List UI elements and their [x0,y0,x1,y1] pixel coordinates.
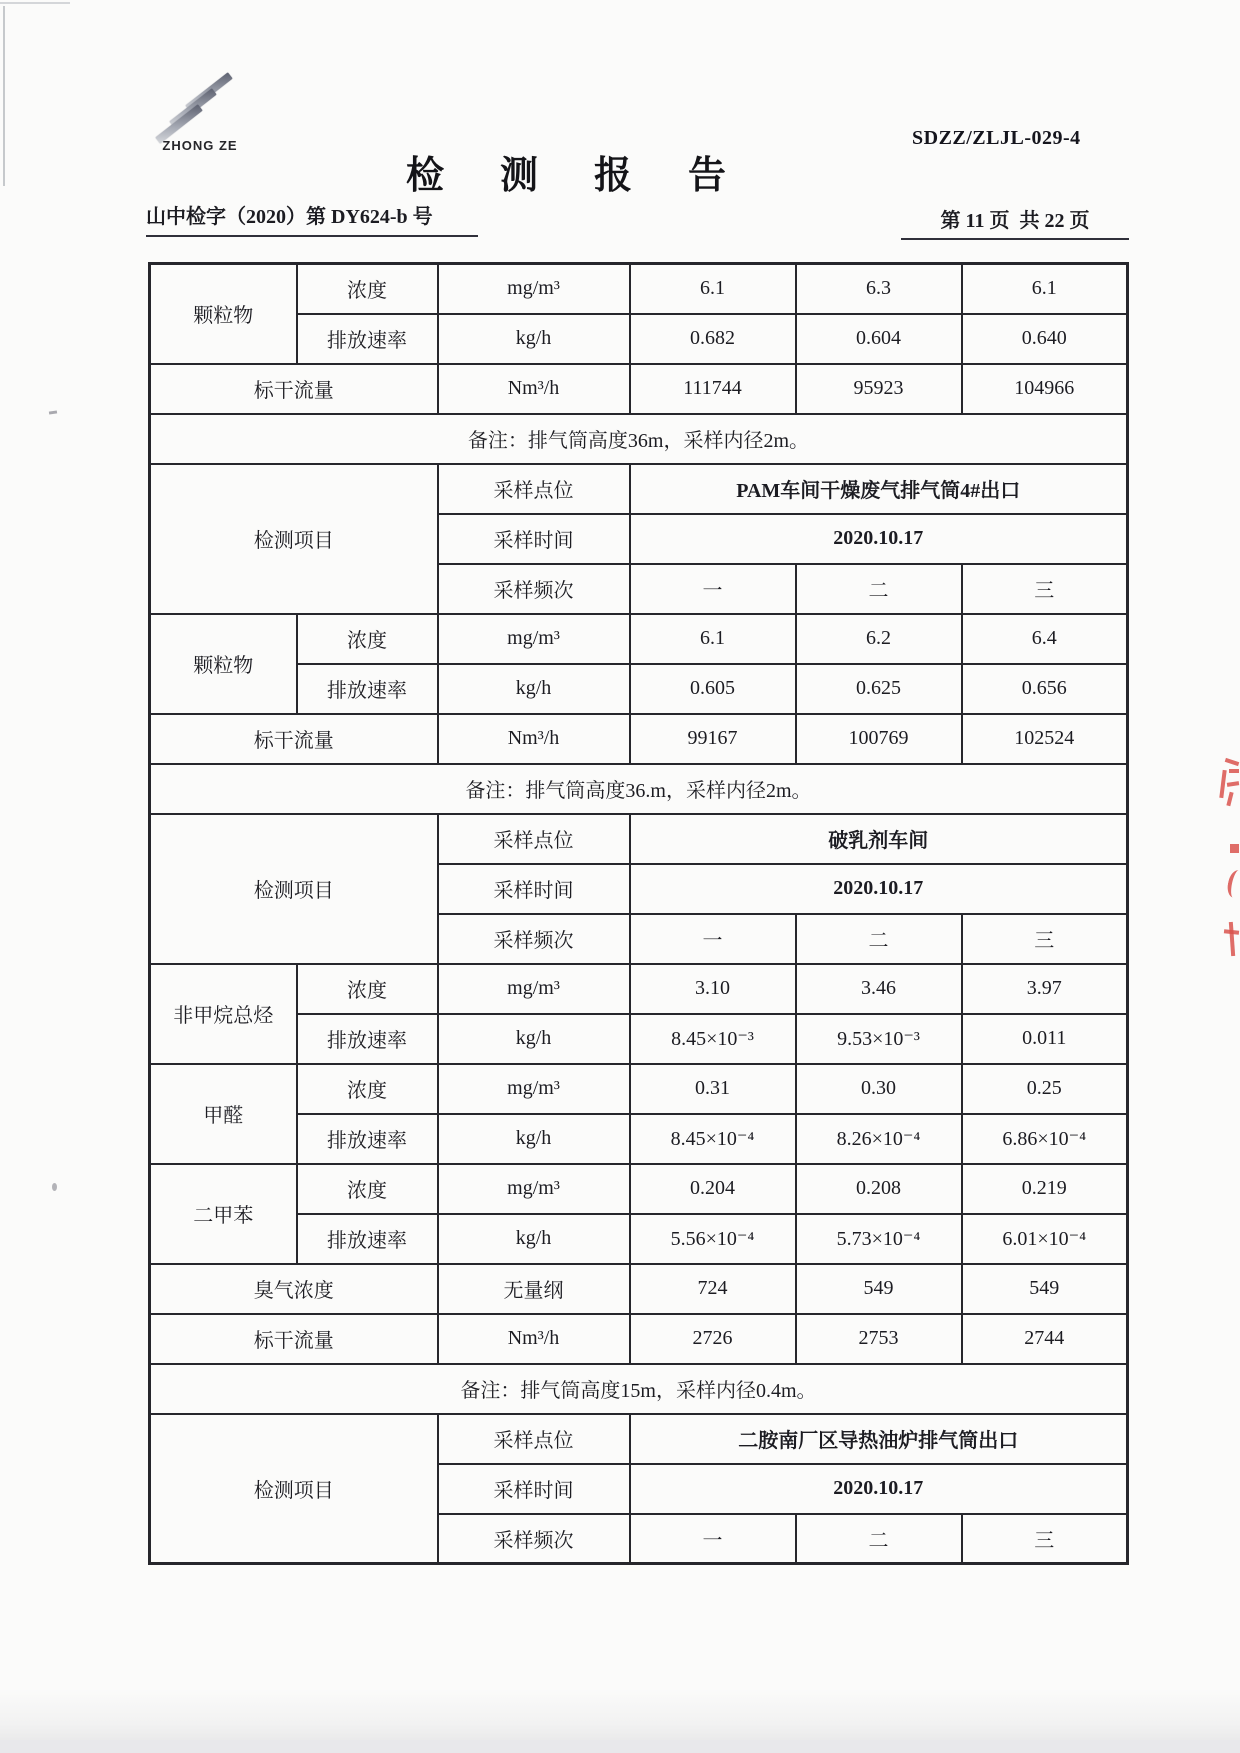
scan-edge-artifact [0,2,70,4]
unit-cell: 无量纲 [438,1264,630,1314]
sampling-point-value-cell: 二胺南厂区导热油炉排气筒出口 [630,1414,1128,1464]
flow-label-cell: 标干流量 [150,1314,438,1364]
sampling-freq-label-cell: 采样频次 [438,564,630,614]
value-cell: 6.1 [962,264,1128,314]
unit-cell: kg/h [438,314,630,364]
value-cell: 0.605 [630,664,796,714]
document-code: SDZZ/ZLJL-029-4 [912,127,1081,149]
freq-value-cell: 一 [630,564,796,614]
logo-text: ZHONG ZE [162,138,238,153]
table-row [150,414,1128,464]
param-label-cell: 排放速率 [297,1214,438,1264]
value-cell: 3.10 [630,964,796,1014]
table-row [150,1314,1128,1364]
table-row [150,1114,1128,1164]
value-cell: 100769 [796,714,962,764]
flow-label-cell: 标干流量 [150,714,438,764]
param-label-cell: 排放速率 [297,664,438,714]
freq-value-cell: 一 [630,914,796,964]
value-cell: 5.56×10⁻⁴ [630,1214,796,1264]
report-table [148,262,1129,1565]
pollutant-name-cell: 颗粒物 [150,264,297,364]
value-cell: 0.682 [630,314,796,364]
value-cell: 8.26×10⁻⁴ [796,1114,962,1164]
unit-cell: mg/m³ [438,964,630,1014]
value-cell: 0.31 [630,1064,796,1114]
freq-value-cell: 三 [962,564,1128,614]
sampling-time-label-cell: 采样时间 [438,1464,630,1514]
value-cell: 0.640 [962,314,1128,364]
table-row [150,1164,1128,1214]
unit-cell: Nm³/h [438,1314,630,1364]
note-cell: 备注：排气筒高度36.m，采样内径2m。 [150,764,1128,814]
param-label-cell: 浓度 [297,1064,438,1114]
value-cell: 8.45×10⁻⁴ [630,1114,796,1164]
unit-cell: mg/m³ [438,264,630,314]
sampling-time-value-cell: 2020.10.17 [630,1464,1128,1514]
value-cell: 8.45×10⁻³ [630,1014,796,1064]
table-row [150,764,1128,814]
freq-value-cell: 三 [962,914,1128,964]
unit-cell: kg/h [438,1214,630,1264]
note-cell: 备注：排气筒高度36m，采样内径2m。 [150,414,1128,464]
value-cell: 0.011 [962,1014,1128,1064]
note-cell: 备注：排气筒高度15m，采样内径0.4m。 [150,1364,1128,1414]
value-cell: 6.1 [630,614,796,664]
param-label-cell: 排放速率 [297,314,438,364]
scan-page-edge [0,1740,1240,1753]
table-row [150,1414,1128,1464]
sampling-point-label-cell: 采样点位 [438,464,630,514]
value-cell: 6.3 [796,264,962,314]
table-row [150,264,1128,314]
value-cell: 111744 [630,364,796,414]
table-row [150,464,1128,514]
value-cell: 0.25 [962,1064,1128,1114]
unit-cell: Nm³/h [438,714,630,764]
sampling-point-label-cell: 采样点位 [438,814,630,864]
value-cell: 6.86×10⁻⁴ [962,1114,1128,1164]
page-number: 第 11 页 共 22 页 [901,204,1129,240]
pollutant-name-cell: 二甲苯 [150,1164,297,1264]
freq-value-cell: 二 [796,914,962,964]
table-row [150,664,1128,714]
sampling-freq-label-cell: 采样频次 [438,1514,630,1564]
sampling-freq-label-cell: 采样频次 [438,914,630,964]
value-cell: 0.625 [796,664,962,714]
unit-cell: kg/h [438,1014,630,1064]
value-cell: 2744 [962,1314,1128,1364]
pollutant-name-cell: 颗粒物 [150,614,297,714]
section-item-cell: 检测项目 [150,1414,438,1564]
value-cell: 6.4 [962,614,1128,664]
value-cell: 724 [630,1264,796,1314]
scan-speck-artifact [49,410,57,414]
value-cell: 0.30 [796,1064,962,1114]
table-row [150,1014,1128,1064]
value-cell: 0.656 [962,664,1128,714]
value-cell: 95923 [796,364,962,414]
flow-label-cell: 标干流量 [150,364,438,414]
param-label-cell: 浓度 [297,964,438,1014]
sampling-time-value-cell: 2020.10.17 [630,864,1128,914]
unit-cell: mg/m³ [438,1164,630,1214]
page-title: 检测报告 [406,155,783,197]
param-label-cell: 排放速率 [297,1114,438,1164]
table-row [150,614,1128,664]
param-label-cell: 排放速率 [297,1014,438,1064]
table-row [150,1064,1128,1114]
zhongze-logo-icon [150,78,250,144]
pollutant-name-cell: 甲醛 [150,1064,297,1164]
unit-cell: kg/h [438,664,630,714]
freq-value-cell: 二 [796,564,962,614]
value-cell: 5.73×10⁻⁴ [796,1214,962,1264]
scan-edge-artifact [3,6,5,186]
param-label-cell: 浓度 [297,1164,438,1214]
unit-cell: kg/h [438,1114,630,1164]
sampling-point-value-cell: PAM车间干燥废气排气筒4#出口 [630,464,1128,514]
value-cell: 102524 [962,714,1128,764]
unit-cell: mg/m³ [438,1064,630,1114]
value-cell: 104966 [962,364,1128,414]
section-item-cell: 检测项目 [150,814,438,964]
value-cell: 0.204 [630,1164,796,1214]
value-cell: 0.604 [796,314,962,364]
table-row [150,364,1128,414]
value-cell: 6.1 [630,264,796,314]
value-cell: 6.01×10⁻⁴ [962,1214,1128,1264]
sampling-time-label-cell: 采样时间 [438,514,630,564]
value-cell: 3.97 [962,964,1128,1014]
value-cell: 6.2 [796,614,962,664]
value-cell: 549 [796,1264,962,1314]
freq-value-cell: 一 [630,1514,796,1564]
odor-label-cell: 臭气浓度 [150,1264,438,1314]
unit-cell: Nm³/h [438,364,630,414]
pollutant-name-cell: 非甲烷总烃 [150,964,297,1064]
value-cell: 3.46 [796,964,962,1014]
param-label-cell: 浓度 [297,264,438,314]
table-row [150,814,1128,864]
param-label-cell: 浓度 [297,614,438,664]
value-cell: 99167 [630,714,796,764]
value-cell: 2726 [630,1314,796,1364]
sampling-point-value-cell: 破乳剂车间 [630,814,1128,864]
table-row [150,1364,1128,1414]
table-row [150,964,1128,1014]
value-cell: 9.53×10⁻³ [796,1014,962,1064]
value-cell: 549 [962,1264,1128,1314]
table-row [150,714,1128,764]
value-cell: 2753 [796,1314,962,1364]
section-item-cell: 检测项目 [150,464,438,614]
sampling-point-label-cell: 采样点位 [438,1414,630,1464]
sampling-time-value-cell: 2020.10.17 [630,514,1128,564]
freq-value-cell: 二 [796,1514,962,1564]
scan-speck-artifact [52,1183,57,1191]
table-row [150,1264,1128,1314]
sampling-time-label-cell: 采样时间 [438,864,630,914]
freq-value-cell: 三 [962,1514,1128,1564]
value-cell: 0.219 [962,1164,1128,1214]
unit-cell: mg/m³ [438,614,630,664]
red-stamp-fragment [1218,752,1240,964]
table-row [150,1214,1128,1264]
value-cell: 0.208 [796,1164,962,1214]
table-row [150,314,1128,364]
report-number: 山中检字（2020）第 DY624-b 号 [146,200,478,237]
